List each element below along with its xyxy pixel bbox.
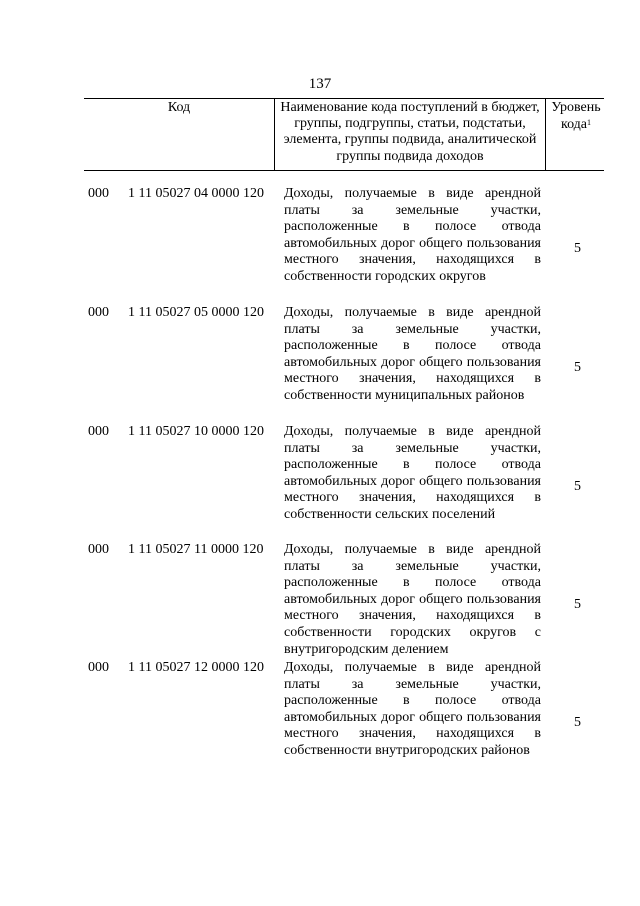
table-row xyxy=(0,186,640,302)
admin-code: 000 xyxy=(88,542,109,557)
code-level: 5 xyxy=(574,479,581,494)
table-row xyxy=(0,424,640,540)
table-row xyxy=(0,305,640,421)
header-name: Наименование кода поступлений в бюджет, группы, подгруппы, статьи, подстатьи, элемента, группы подвида, аналитической группы подвида доходов xyxy=(280,100,540,164)
table-header-bottom-rule xyxy=(84,170,604,171)
page-number: 137 xyxy=(308,76,332,92)
budget-code: 1 11 05027 04 0000 120 xyxy=(128,186,264,201)
revenue-description: Доходы, получаемые в виде арендной платы за земельные участки, расположенные в полосе отвода автомобильных дорог общего пользования местного значения, находящихся в собственности муниципальных районов xyxy=(284,305,541,403)
budget-code: 1 11 05027 05 0000 120 xyxy=(128,305,264,320)
table-row xyxy=(0,660,640,776)
budget-code: 1 11 05027 11 0000 120 xyxy=(128,542,264,557)
header-level xyxy=(545,100,607,133)
code-level: 5 xyxy=(574,597,581,612)
revenue-description: Доходы, получаемые в виде арендной платы за земельные участки, расположенные в полосе отвода автомобильных дорог общего пользования местного значения, находящихся в собственности сельских поселений xyxy=(284,424,541,522)
header-divider-code-name xyxy=(274,98,275,170)
revenue-description: Доходы, получаемые в виде арендной платы за земельные участки, расположенные в полосе отвода автомобильных дорог общего пользования местного значения, находящихся в собственности городских округов с внутригородским делением xyxy=(284,542,541,657)
table-top-rule xyxy=(84,98,604,99)
revenue-description: Доходы, получаемые в виде арендной платы за земельные участки, расположенные в полосе отвода автомобильных дорог общего пользования местного значения, находящихся в собственности городских округов xyxy=(284,186,541,284)
budget-code: 1 11 05027 12 0000 120 xyxy=(128,660,264,675)
header-level-footnote: 1 xyxy=(587,117,592,127)
admin-code: 000 xyxy=(88,660,109,675)
header-code: Код xyxy=(167,100,191,115)
code-level: 5 xyxy=(574,715,581,730)
table-row xyxy=(0,542,640,658)
admin-code: 000 xyxy=(88,186,109,201)
admin-code: 000 xyxy=(88,424,109,439)
revenue-description: Доходы, получаемые в виде арендной платы за земельные участки, расположенные в полосе отвода автомобильных дорог общего пользования местного значения, находящихся в собственности внутригородских районов xyxy=(284,660,541,758)
header-level-label: Уровень кода xyxy=(551,100,601,132)
code-level: 5 xyxy=(574,241,581,256)
admin-code: 000 xyxy=(88,305,109,320)
code-level: 5 xyxy=(574,360,581,375)
budget-code: 1 11 05027 10 0000 120 xyxy=(128,424,264,439)
